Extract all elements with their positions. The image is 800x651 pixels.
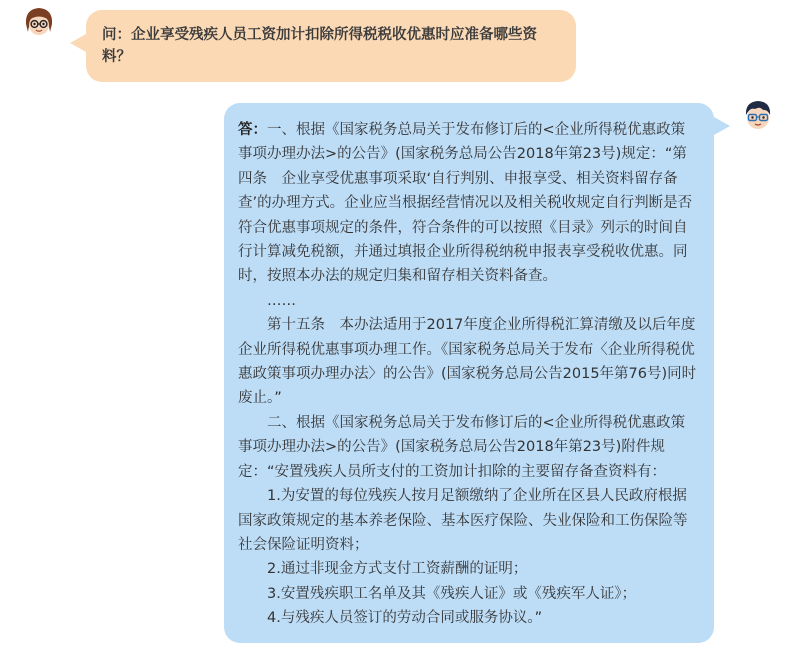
answer-paragraph-1 bbox=[238, 118, 698, 289]
answer-paragraph-1-body: 一、根据《国家税务总局关于发布修订后的<企业所得税优惠政策事项办理办法>的公告》(国家税务总局公告2018年第23号)规定：“第四条 企业享受优惠事项采取‘自行判别、申报享受、相关资料留存备查’的办理方式。企业应当根据经营情况以及相关税收规定自行判断是否符合优惠事项规定的条件，符合条件的可以按照《目录》列示的时间自行计算减免税额，并通过填报企业所得税纳税申报表享受税收优惠。同时，按照本办法的规定归集和留存相关资料备查。 bbox=[238, 122, 693, 285]
list-item: 4.与残疾人员签订的劳动合同或服务协议。” bbox=[267, 610, 543, 627]
answer-ellipsis: …… bbox=[267, 292, 296, 309]
question-label: 问： bbox=[102, 27, 131, 43]
question-text bbox=[102, 24, 560, 68]
list-item: 1.为安置的每位残疾人按月足额缴纳了企业所在区县人民政府根据国家政策规定的基本养老保险、基本医疗保险、失业保险和工伤保险等社会保险证明资料； bbox=[238, 488, 688, 553]
boy-with-glasses-avatar-icon bbox=[741, 98, 775, 132]
answer-text bbox=[238, 118, 698, 631]
girl-with-glasses-avatar-icon bbox=[22, 4, 56, 38]
list-item: 3.安置残疾职工名单及其《残疾人证》或《残疾军人证》； bbox=[267, 585, 637, 602]
answer-label: 答： bbox=[238, 122, 267, 138]
list-item: 2.通过非现金方式支付工资薪酬的证明； bbox=[267, 561, 528, 578]
answer-bubble bbox=[224, 103, 714, 643]
question-bubble bbox=[86, 10, 576, 82]
answer-paragraph-2: 第十五条 本办法适用于2017年度企业所得税汇算清缴及以后年度企业所得税优惠事项办理工作。《国家税务总局关于发布〈企业所得税优惠政策事项办理办法〉的公告》(国家税务总局公告2015年第76号)同时废止。” bbox=[238, 317, 697, 407]
answer-paragraph-3: 二、根据《国家税务总局关于发布修订后的<企业所得税优惠政策事项办理办法>的公告》(国家税务总局公告2018年第23号)附件规定：“安置残疾人员所支付的工资加计扣除的主要留存备查资料有： bbox=[238, 414, 686, 480]
question-body: 企业享受残疾人员工资加计扣除所得税税收优惠时应准备哪些资料？ bbox=[102, 27, 537, 65]
